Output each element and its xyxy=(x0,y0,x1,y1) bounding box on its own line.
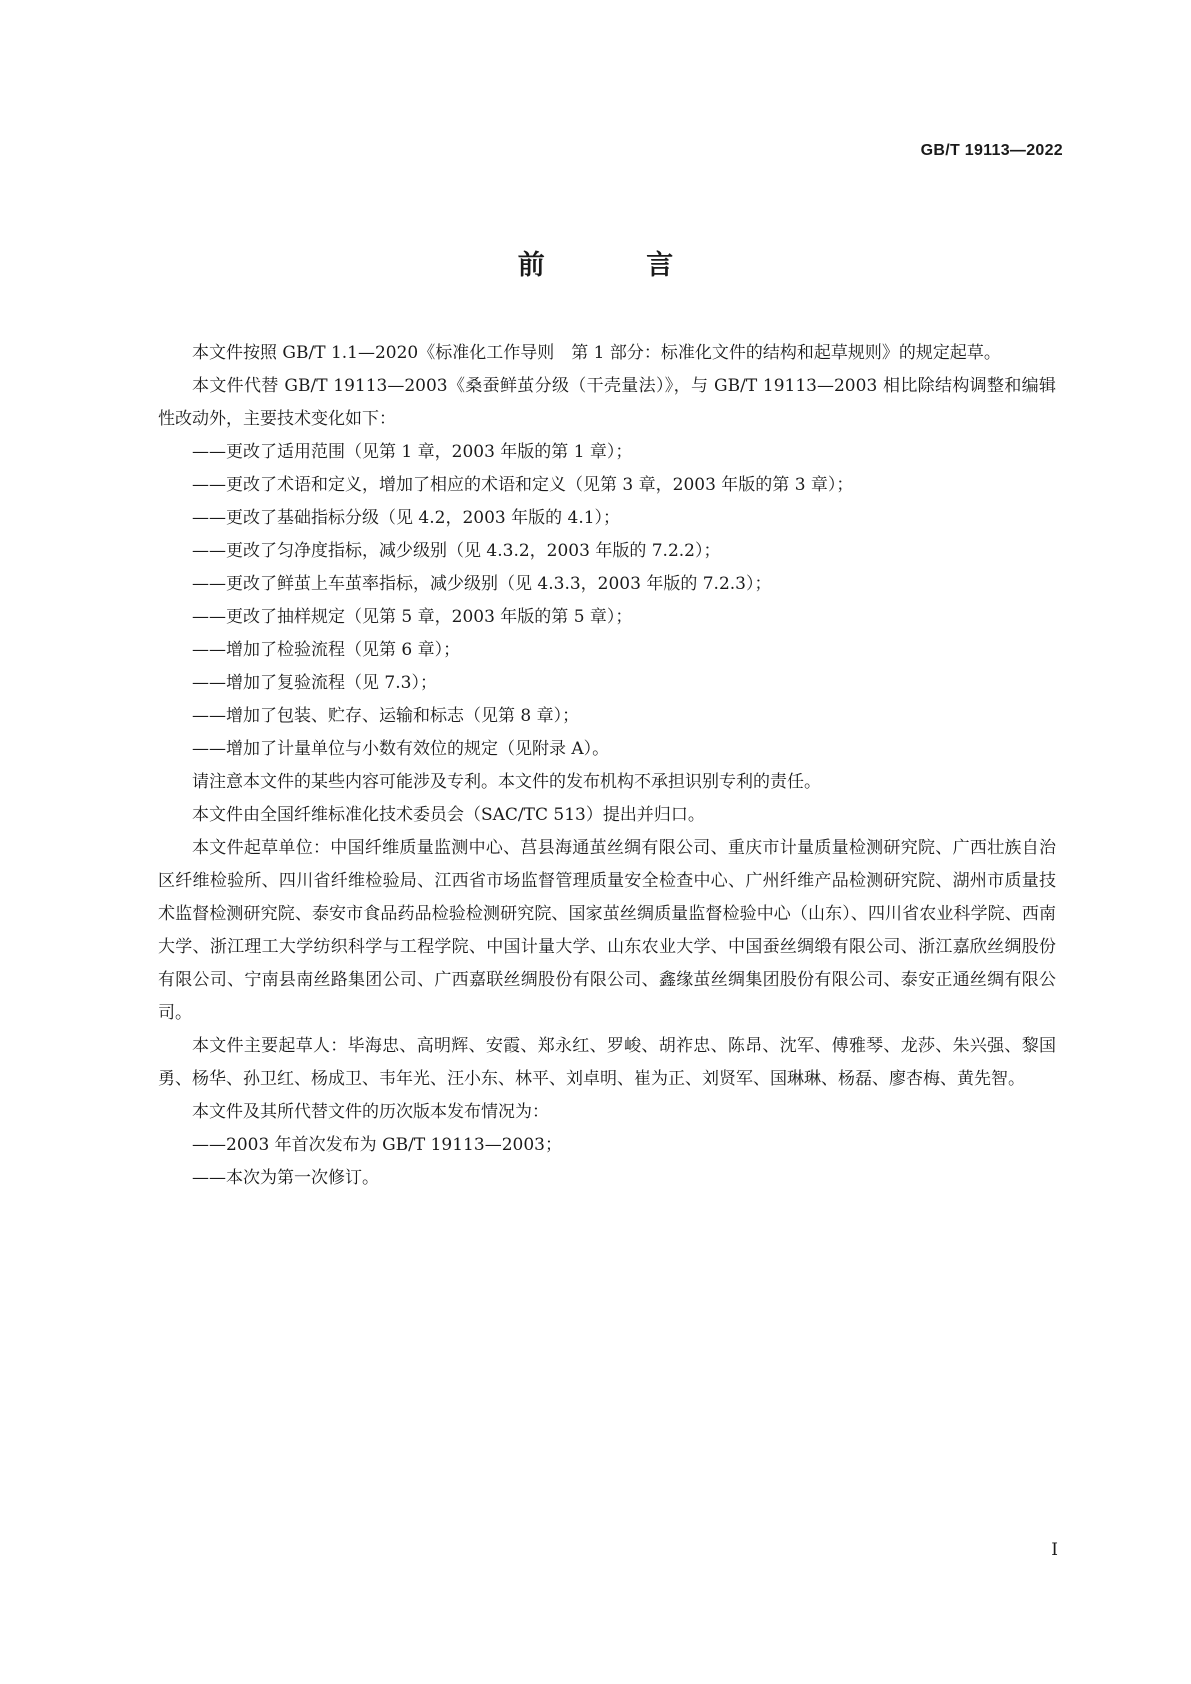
document-code: GB/T 19113—2022 xyxy=(920,142,1063,159)
paragraph-replacement: 本文件代替 GB/T 19113—2003《桑蚕鲜茧分级（干壳量法）》，与 GB/T 19113—2003 相比除结构调整和编辑性改动外，主要技术变化如下： xyxy=(158,376,1056,429)
paragraph-drafting-units: 本文件起草单位：中国纤维质量监测中心、莒县海通茧丝绸有限公司、重庆市计量质量检测研究院、广西壮族自治区纤维检验所、四川省纤维检验局、江西省市场监督管理质量安全检查中心、广州纤维产品检测研究院、湖州市质量技术监督检测研究院、泰安市食品药品检验检测研究院、国家茧丝绸质量监督检验中心（山东）、四川省农业科学院、西南大学、浙江理工大学纺织科学与工程学院、中国计量大学、山东农业大学、中国蚕丝绸缎有限公司、浙江嘉欣丝绸股份有限公司、宁南县南丝路集团公司、广西嘉联丝绸股份有限公司、鑫缘茧丝绸集团股份有限公司、泰安正通丝绸有限公司。 xyxy=(158,838,1056,1023)
paragraph-version-history: 本文件及其所代替文件的历次版本发布情况为： xyxy=(192,1102,549,1122)
paragraph-drafters: 本文件主要起草人：毕海忠、高明辉、安霞、郑永红、罗峻、胡祚忠、陈昂、沈军、傅雅琴、龙莎、朱兴强、黎国勇、杨华、孙卫红、杨成卫、韦年光、汪小东、林平、刘卓明、崔为正、刘贤军、国琳琳、杨磊、廖杏梅、黄先智。 xyxy=(158,1036,1056,1089)
preface-body xyxy=(158,337,1056,1195)
change-item: ——增加了检验流程（见第 6 章）； xyxy=(192,640,461,660)
paragraph-drafting-basis: 本文件按照 GB/T 1.1—2020《标准化工作导则 第 1 部分：标准化文件的结构和起草规则》的规定起草。 xyxy=(192,343,1001,363)
history-item: ——本次为第一次修订。 xyxy=(192,1168,379,1188)
page-number: I xyxy=(1051,1540,1058,1560)
change-item: ——更改了匀净度指标，减少级别（见 4.3.2，2003 年版的 7.2.2）； xyxy=(192,541,721,561)
change-item: ——更改了术语和定义，增加了相应的术语和定义（见第 3 章，2003 年版的第 3 章）； xyxy=(192,475,854,495)
history-item: ——2003 年首次发布为 GB/T 19113—2003； xyxy=(192,1135,562,1155)
change-item: ——增加了包装、贮存、运输和标志（见第 8 章）； xyxy=(192,706,580,726)
change-item: ——更改了抽样规定（见第 5 章，2003 年版的第 5 章）； xyxy=(192,607,633,627)
change-item: ——更改了鲜茧上车茧率指标，减少级别（见 4.3.3，2003 年版的 7.2.3）； xyxy=(192,574,772,594)
change-item: ——更改了基础指标分级（见 4.2，2003 年版的 4.1）； xyxy=(192,508,621,528)
paragraph-proposer: 本文件由全国纤维标准化技术委员会（SAC/TC 513）提出并归口。 xyxy=(192,805,705,825)
change-item: ——更改了适用范围（见第 1 章，2003 年版的第 1 章）； xyxy=(192,442,633,462)
change-item: ——增加了计量单位与小数有效位的规定（见附录 A）。 xyxy=(192,739,610,759)
page-title: 前 言 xyxy=(517,250,720,281)
paragraph-patent-notice: 请注意本文件的某些内容可能涉及专利。本文件的发布机构不承担识别专利的责任。 xyxy=(192,772,821,792)
change-item: ——增加了复验流程（见 7.3）； xyxy=(192,673,437,693)
